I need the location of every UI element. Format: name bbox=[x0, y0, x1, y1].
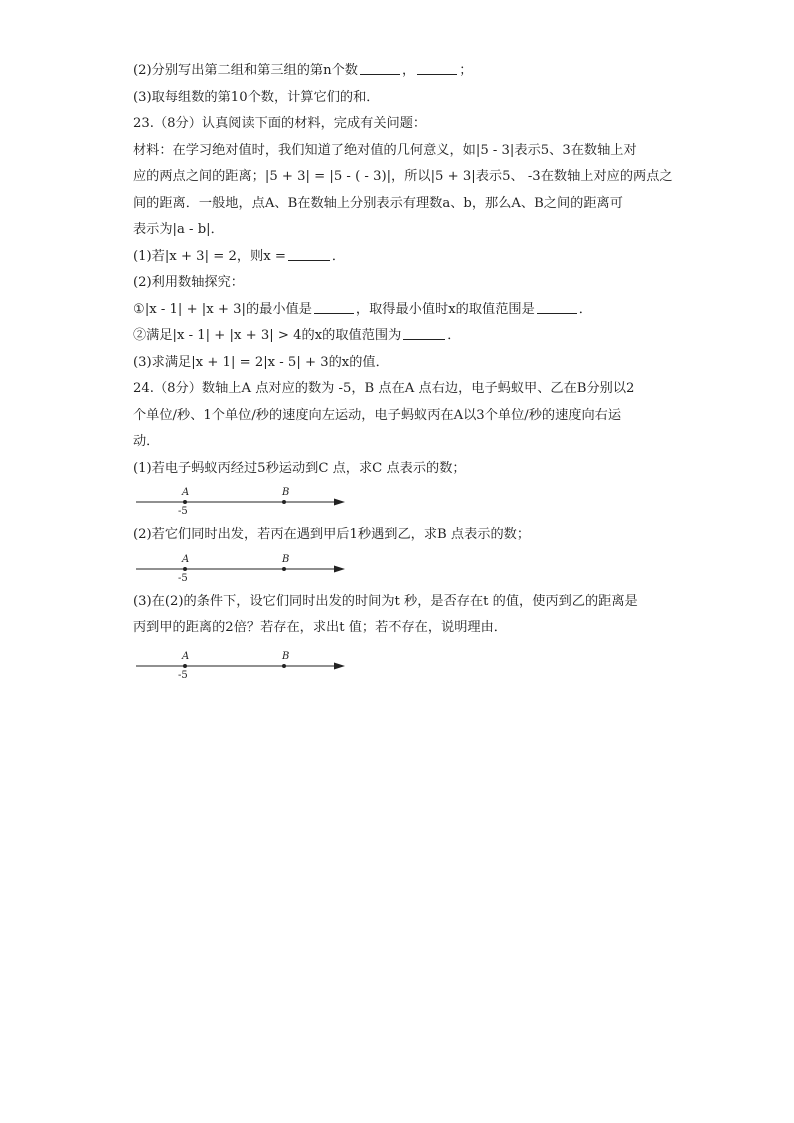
point-a-value: -5 bbox=[178, 669, 188, 680]
point-b-dot bbox=[282, 500, 286, 504]
q22-part2 bbox=[133, 58, 693, 85]
q23-material-line1: 材料：在学习绝对值时，我们知道了绝对值的几何意义，如|5 - 3|表示5、3在数轴上对 bbox=[133, 142, 637, 158]
point-a-label: A bbox=[182, 553, 190, 565]
q23-part2: (2)利用数轴探究： bbox=[133, 275, 244, 290]
number-line-arrow-icon bbox=[334, 662, 345, 669]
number-line-arrow-icon bbox=[334, 565, 345, 572]
point-a-label: A bbox=[182, 650, 190, 662]
period: ． bbox=[331, 248, 346, 264]
q23-material-line3: 间的距离．一般地，点A、B在数轴上分别表示有理数a、b，那么A、B之间的距离可 bbox=[133, 195, 623, 211]
point-a-value: -5 bbox=[178, 506, 188, 516]
point-a-dot bbox=[183, 664, 187, 668]
point-a-dot bbox=[183, 500, 187, 504]
answer-blank[interactable] bbox=[403, 325, 445, 340]
q23-material-line2: 应的两点之间的距离；|5 + 3| = |5 - ( - 3)|，所以|5 + 3|表示5、 -3在数轴上对应的两点之 bbox=[133, 169, 673, 184]
point-b-dot bbox=[282, 567, 286, 571]
q23-sub2-text: ②满足|x - 1| + |x + 3| > 4的x的取值范围为 bbox=[133, 328, 402, 343]
q22-part2-text: (2)分别写出第二组和第三组的第n个数 bbox=[133, 63, 358, 78]
q24-part3-line2: 丙到甲的距离的2倍？若存在，求出t 值；若不存在，说明理由． bbox=[133, 620, 507, 635]
answer-blank[interactable] bbox=[360, 60, 400, 75]
answer-blank[interactable] bbox=[417, 60, 457, 75]
point-a-dot bbox=[183, 567, 187, 571]
number-line-diagram bbox=[136, 551, 693, 583]
answer-blank[interactable] bbox=[288, 246, 330, 261]
q23-sub1-text-a: ①|x - 1| + |x + 3|的最小值是 bbox=[133, 301, 312, 317]
q23-part2-sub2 bbox=[133, 323, 693, 350]
number-line-diagram bbox=[136, 648, 693, 680]
number-line-diagram bbox=[136, 484, 693, 516]
point-b-label: B bbox=[282, 487, 290, 498]
period: ． bbox=[447, 328, 461, 343]
answer-blank[interactable] bbox=[314, 299, 354, 314]
point-a-label: A bbox=[182, 487, 190, 498]
q23-material-line4: 表示为|a - b|． bbox=[133, 222, 224, 237]
period: ． bbox=[578, 301, 592, 317]
point-a-value: -5 bbox=[178, 572, 188, 583]
semicolon: ； bbox=[459, 63, 473, 78]
q24-part1: (1)若电子蚂蚁丙经过5秒运动到C 点，求C 点表示的数； bbox=[133, 460, 466, 476]
q23-part1-text: (1)若|x + 3| = 2，则x = bbox=[133, 248, 286, 264]
q23-part2-sub1 bbox=[133, 297, 693, 324]
q24-header-line2: 个单位/秒、1个单位/秒的速度向左运动，电子蚂蚁丙在A以3个单位/秒的速度向右运 bbox=[133, 407, 622, 423]
q23-header: 23.（8分）认真阅读下面的材料，完成有关问题： bbox=[133, 116, 427, 131]
q24-header-line3: 动． bbox=[133, 434, 160, 449]
point-b-dot bbox=[282, 664, 286, 668]
number-line-arrow-icon bbox=[334, 499, 345, 506]
q24-part3-line1: (3)在(2)的条件下，设它们同时出发的时间为t 秒，是否存在t 的值，使丙到乙的距离是 bbox=[133, 593, 638, 609]
point-b-label: B bbox=[282, 650, 290, 662]
q23-part3: (3)求满足|x + 1| = 2|x - 5| + 3的x的值． bbox=[133, 354, 389, 370]
q24-header-line1: 24.（8分）数轴上A 点对应的数为 -5，B 点在A 点右边，电子蚂蚁甲、乙在B分别以2 bbox=[133, 381, 635, 396]
exam-page bbox=[133, 58, 693, 686]
q22-part3: (3)取每组数的第10个数，计算它们的和． bbox=[133, 89, 380, 105]
comma: ， bbox=[402, 63, 416, 78]
q24-part2: (2)若它们同时出发，若丙在遇到甲后1秒遇到乙，求B 点表示的数； bbox=[133, 527, 531, 542]
answer-blank[interactable] bbox=[537, 299, 577, 314]
q23-sub1-text-b: ，取得最小值时x的取值范围是 bbox=[355, 301, 535, 317]
point-b-label: B bbox=[282, 553, 290, 565]
q23-part1 bbox=[133, 244, 693, 271]
